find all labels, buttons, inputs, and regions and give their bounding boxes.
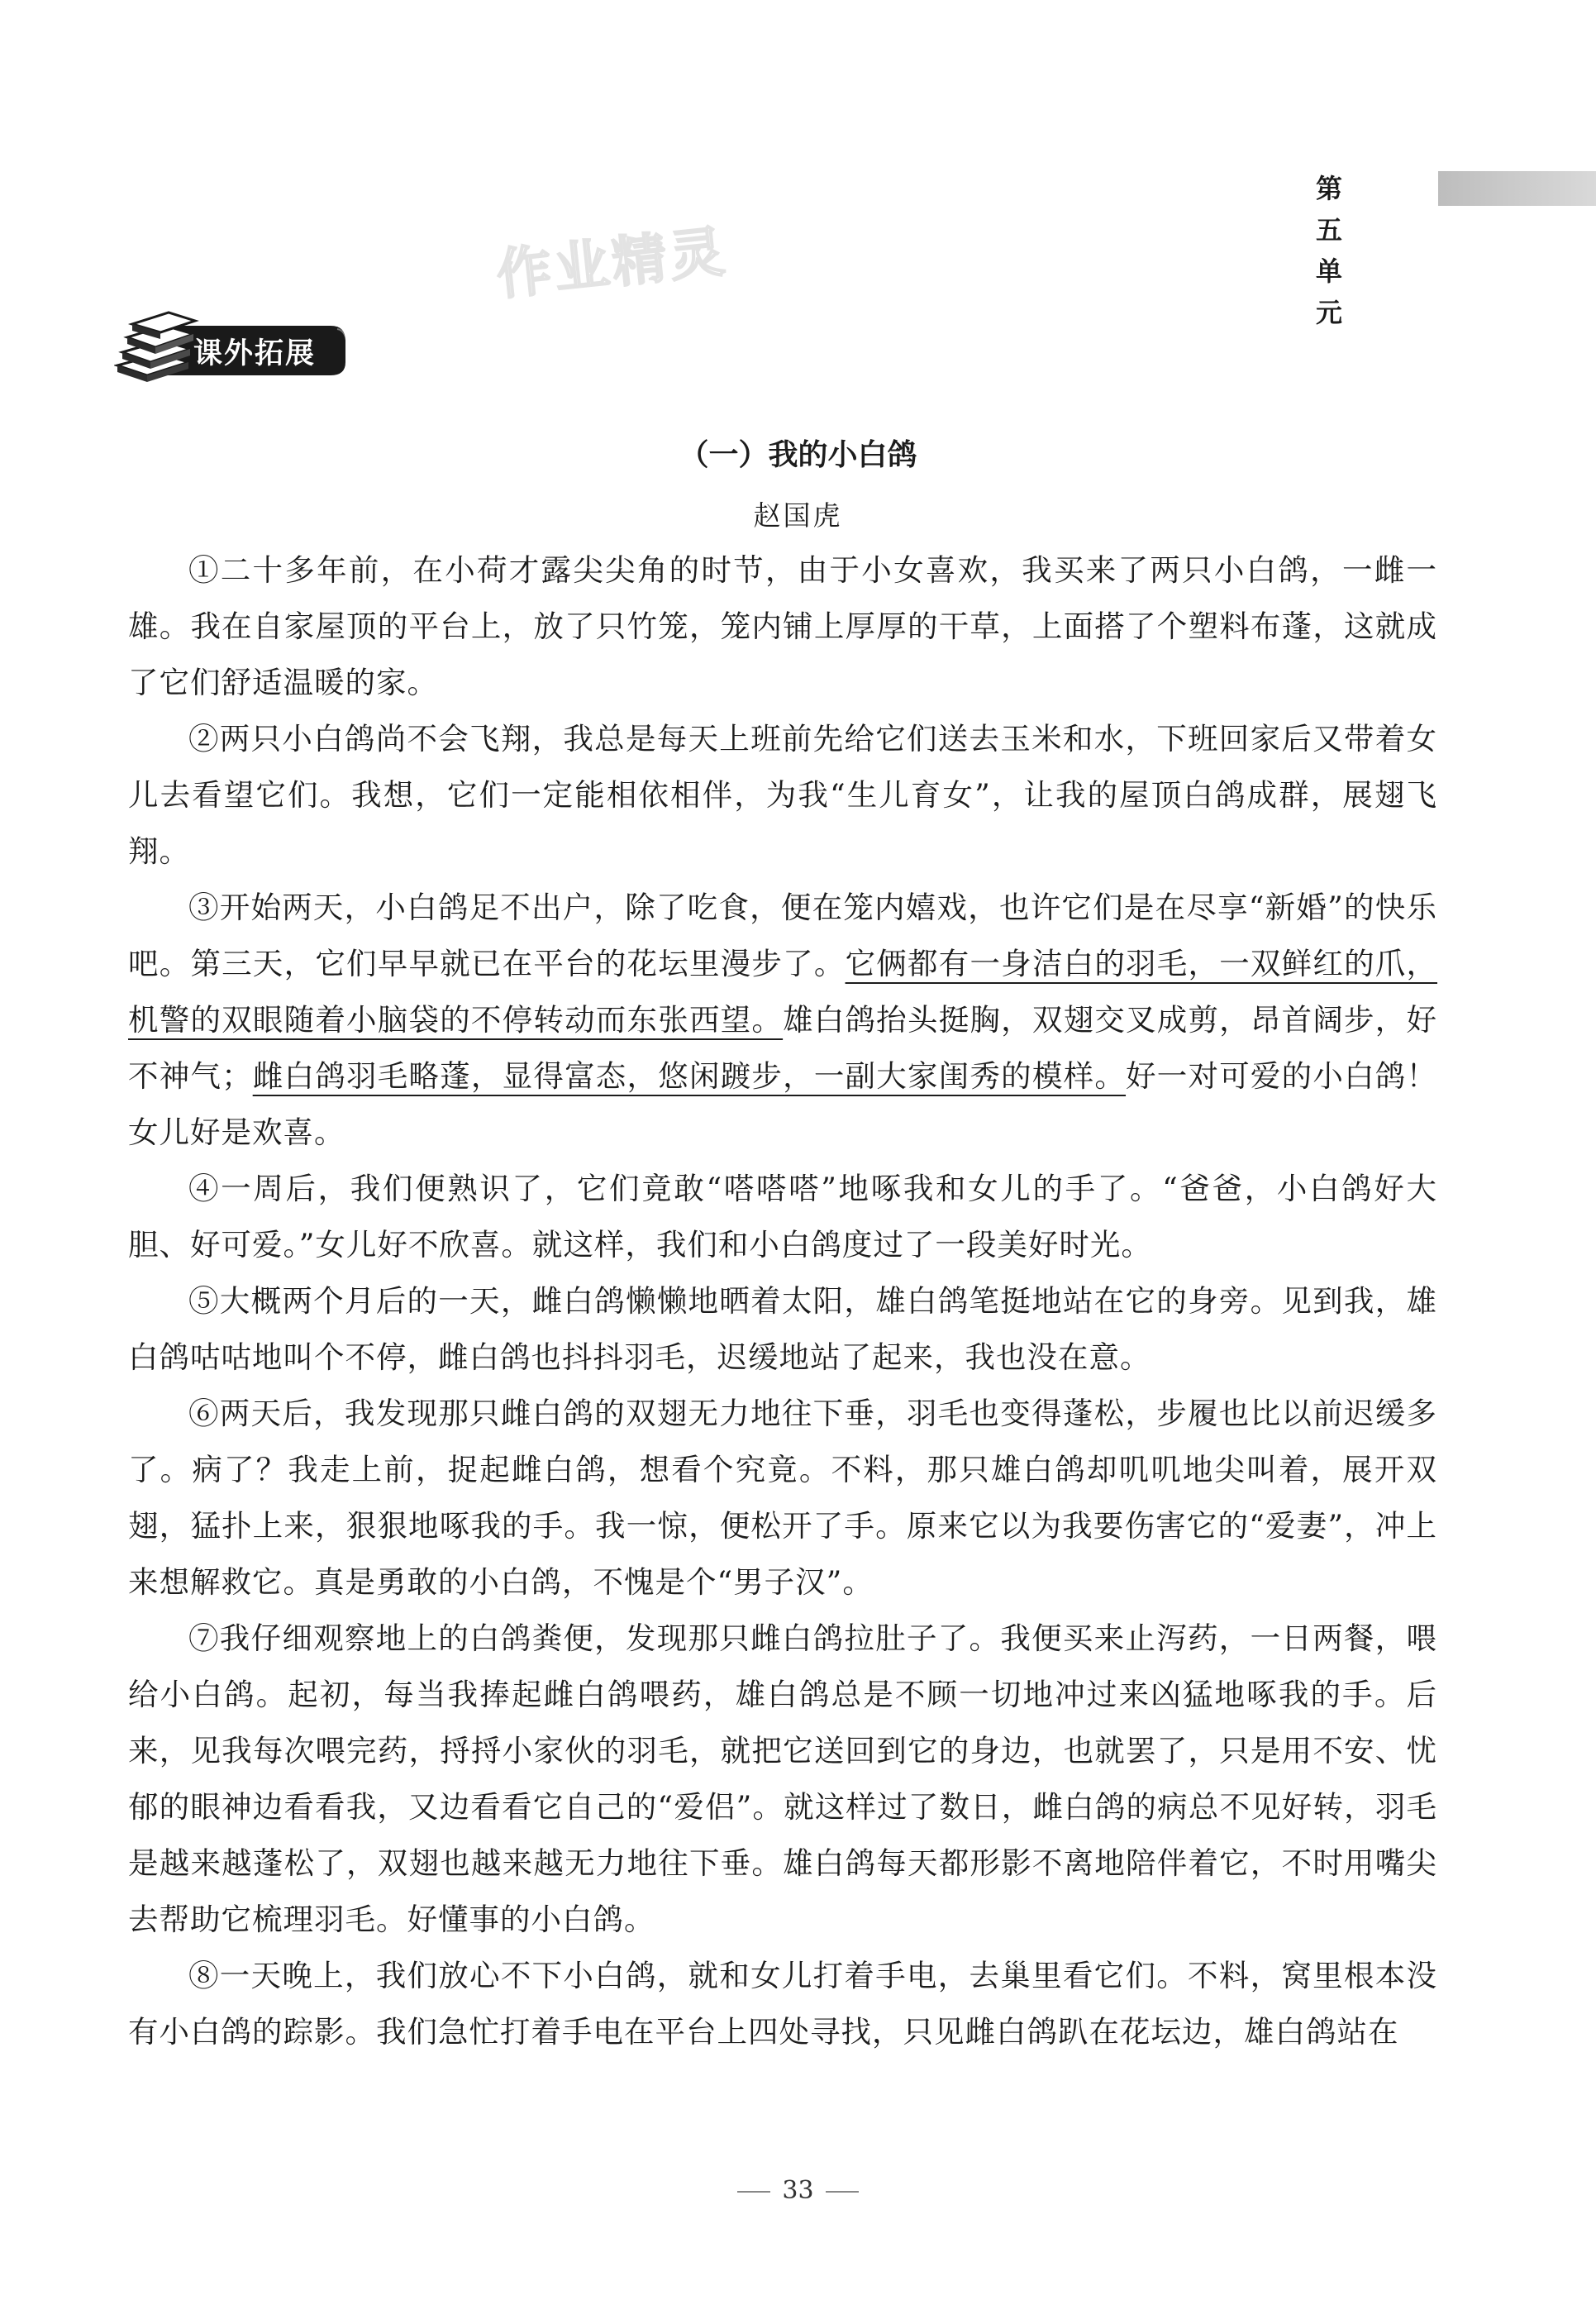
paragraph-1 <box>128 542 1437 711</box>
paragraph-text: ④一周后，我们便熟识了，它们竟敢“嗒嗒嗒”地啄我和女儿的手了。“爸爸，小白鸽好大胆、好可爱。”女儿好不欣喜。就这样，我们和小白鸽度过了一段美好时光。 <box>128 1171 1437 1262</box>
paragraph-text: 雄白鸽抬头挺胸，双翅交叉成剪，昂首阔步，好不神气； <box>128 1002 1437 1094</box>
paragraph-6 <box>128 1386 1437 1611</box>
paragraph-text: ②两只小白鸽尚不会飞翔，我总是每天上班前先给它们送去玉米和水，下班回家后又带着女儿去看望它们。我想，它们一定能相依相伴，为我“生儿育女”，让我的屋顶白鸽成群，展翅飞翔。 <box>128 721 1437 869</box>
paragraph-8 <box>128 1948 1437 2060</box>
paragraph-text: ③开始两天，小白鸽足不出户，除了吃食，便在笼内嬉戏，也许它们是在尽享“新婚”的快乐吧。第三天，它们早早就已在平台的花坛里漫步了。 <box>128 890 1437 981</box>
page-footer <box>0 2176 1596 2205</box>
page-number: 33 <box>782 2176 814 2205</box>
paragraph-text: ⑦我仔细观察地上的白鸽粪便，发现那只雌白鸽拉肚子了。我便买来止泻药，一日两餐，喂给小白鸽。起初，每当我捧起雌白鸽喂药，雄白鸽总是不顾一切地冲过来凶猛地啄我的手。后来，见我每次喂完药，捋捋小家伙的羽毛，就把它送回到它的身边，也就罢了，只是用不安、忧郁的眼神边看看我，又边看看它自己的“爱侣”。就这样过了数日，雌白鸽的病总不见好转，羽毛是越来越蓬松了，双翅也越来越无力地往下垂。雄白鸽每天都形影不离地陪伴着它，不时用嘴尖去帮助它梳理羽毛。好懂事的小白鸽。 <box>128 1620 1437 1937</box>
underlined-sentence: 它俩都有一身洁白的羽毛，一双鲜红的爪，机警的双眼随着小脑袋的不停转动而东张西望。 <box>128 946 1438 1038</box>
paragraph-2 <box>128 711 1437 880</box>
watermark: 作业精灵 <box>493 219 731 308</box>
paragraph-text: ①二十多年前，在小荷才露尖尖角的时节，由于小女喜欢，我买来了两只小白鸽，一雌一雄。我在自家屋顶的平台上，放了只竹笼，笼内铺上厚厚的干草，上面搭了个塑料布蓬，这就成了它们舒适温暖的家。 <box>128 552 1437 700</box>
paragraph-text: ⑤大概两个月后的一天，雌白鸽懒懒地晒着太阳，雄白鸽笔挺地站在它的身旁。见到我，雄白鸽咕咕地叫个不停，雌白鸽也抖抖羽毛，迟缓地站了起来，我也没在意。 <box>128 1283 1437 1375</box>
unit-header-bar <box>1438 171 1596 206</box>
article-title: （一）我的小白鸽 <box>679 438 917 472</box>
paragraph-3 <box>128 880 1437 1161</box>
article-body <box>128 542 1437 2060</box>
footer-dash-right <box>826 2191 859 2193</box>
unit-label: 第五单元 <box>1316 173 1345 328</box>
underlined-sentence: 雌白鸽羽毛略蓬，显得富态，悠闲踱步，一副大家闺秀的模样。 <box>252 1058 1127 1094</box>
paragraph-text: 好一对可爱的小白鸽！女儿好是欢喜。 <box>128 1058 1438 1150</box>
paragraph-7 <box>128 1611 1437 1948</box>
footer-dash-left <box>737 2191 770 2193</box>
paragraph-text: ⑧一天晚上，我们放心不下小白鸽，就和女儿打着手电，去巢里看它们。不料，窝里根本没有小白鸽的踪影。我们急忙打着手电在平台上四处寻找，只见雌白鸽趴在花坛边，雄白鸽站在 <box>128 1958 1437 2050</box>
section-badge <box>114 308 362 386</box>
section-badge-label: 课外拓展 <box>193 337 317 370</box>
paragraph-4 <box>128 1161 1437 1273</box>
paragraph-5 <box>128 1273 1437 1386</box>
article-author: 赵国虎 <box>753 499 843 532</box>
paragraph-text: ⑥两天后，我发现那只雌白鸽的双翅无力地往下垂，羽毛也变得蓬松，步履也比以前迟缓多了。病了？我走上前，捉起雌白鸽，想看个究竟。不料，那只雄白鸽却叽叽地尖叫着，展开双翅，猛扑上来，狠狠地啄我的手。我一惊，便松开了手。原来它以为我要伤害它的“爱妻”，冲上来想解救它。真是勇敢的小白鸽，不愧是个“男子汉”。 <box>128 1396 1437 1600</box>
